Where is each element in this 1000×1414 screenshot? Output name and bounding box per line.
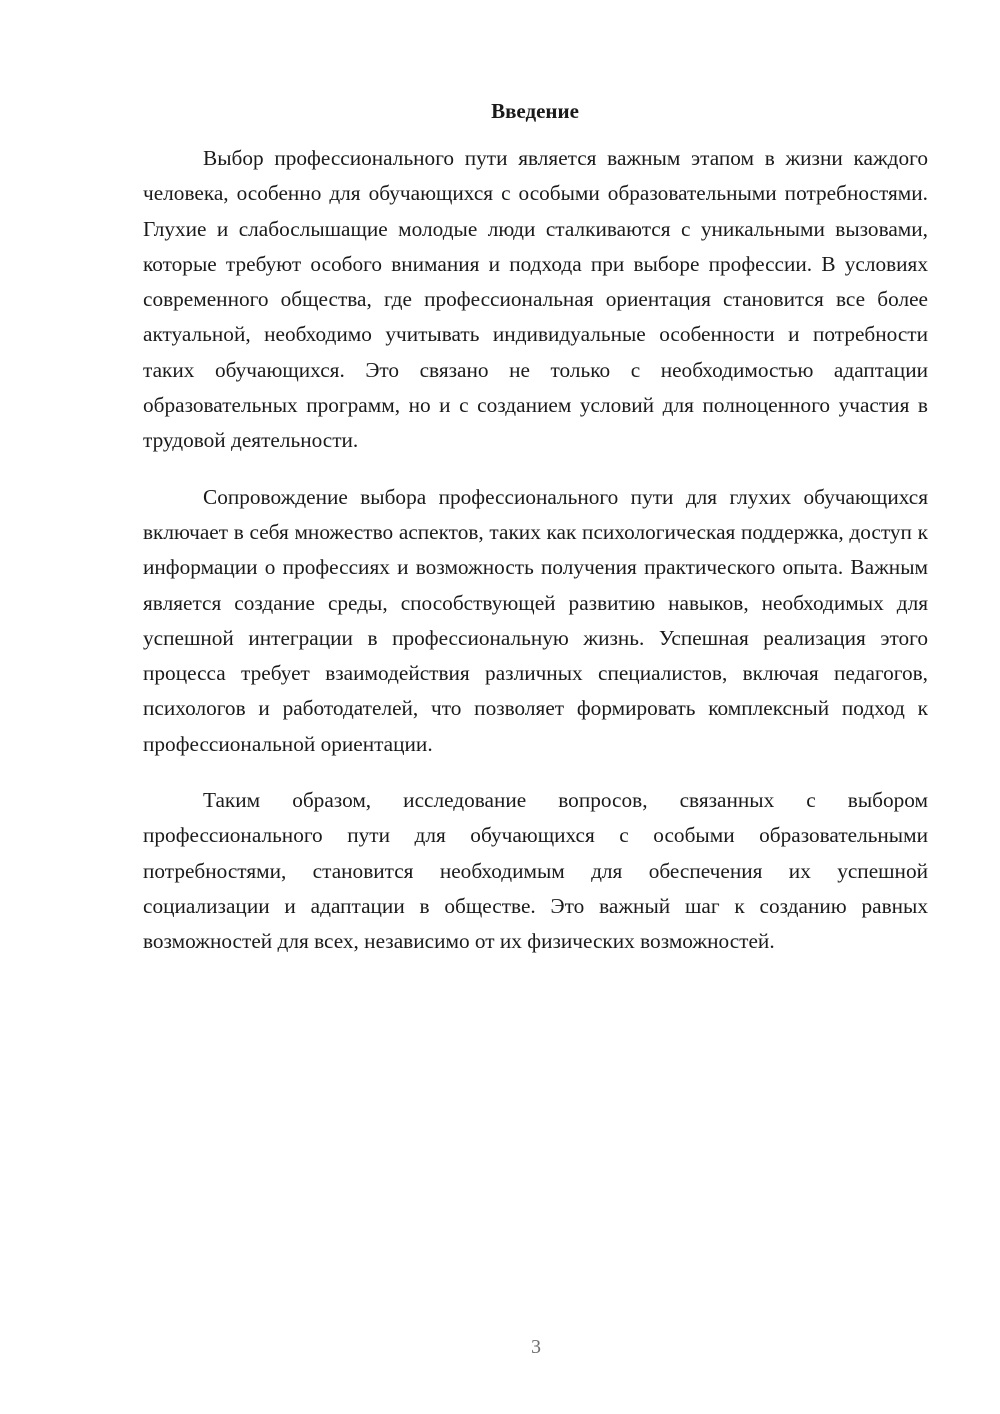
paragraph-2: Сопровождение выбора профессионального пути для глухих обучающихся включает в себя множество аспектов, таких как психологическая поддержка, доступ к информации о профессиях и возможность получения практического опыта. Важным является создание среды, способствующей развитию навыков, необходимых для успешной интеграции в профессиональную жизнь. Успешная реализация этого процесса требует взаимодействия различных специалистов, включая педагогов, психологов и работодателей, что позволяет формировать комплексный подход к профессиональной ориентации. xyxy=(143,484,928,756)
page-number: 3 xyxy=(531,1336,541,1358)
paragraph-3: Таким образом, исследование вопросов, связанных с выбором профессионального пути для обучающихся с особыми образовательными потребностями, становится необходимым для обеспечения их успешной социализации и адаптации в обществе. Это важный шаг к созданию равных возможностей для всех, независимо от их физических возможностей. xyxy=(143,788,928,954)
section-heading: Введение xyxy=(491,99,579,123)
paragraph-1: Выбор профессионального пути является важным этапом в жизни каждого человека, особенно для обучающихся с особыми образовательными потребностями. Глухие и слабослышащие молодые люди сталкиваются с уникальными вызовами, которые требуют особого внимания и подхода при выборе профессии. В условиях современного общества, где профессиональная ориентация становится все более актуальной, необходимо учитывать индивидуальные особенности и потребности таких обучающихся. Это связано не только с необходимостью адаптации образовательных программ, но и с созданием условий для полноценного участия в трудовой деятельности. xyxy=(143,146,928,453)
body-text xyxy=(143,141,928,981)
